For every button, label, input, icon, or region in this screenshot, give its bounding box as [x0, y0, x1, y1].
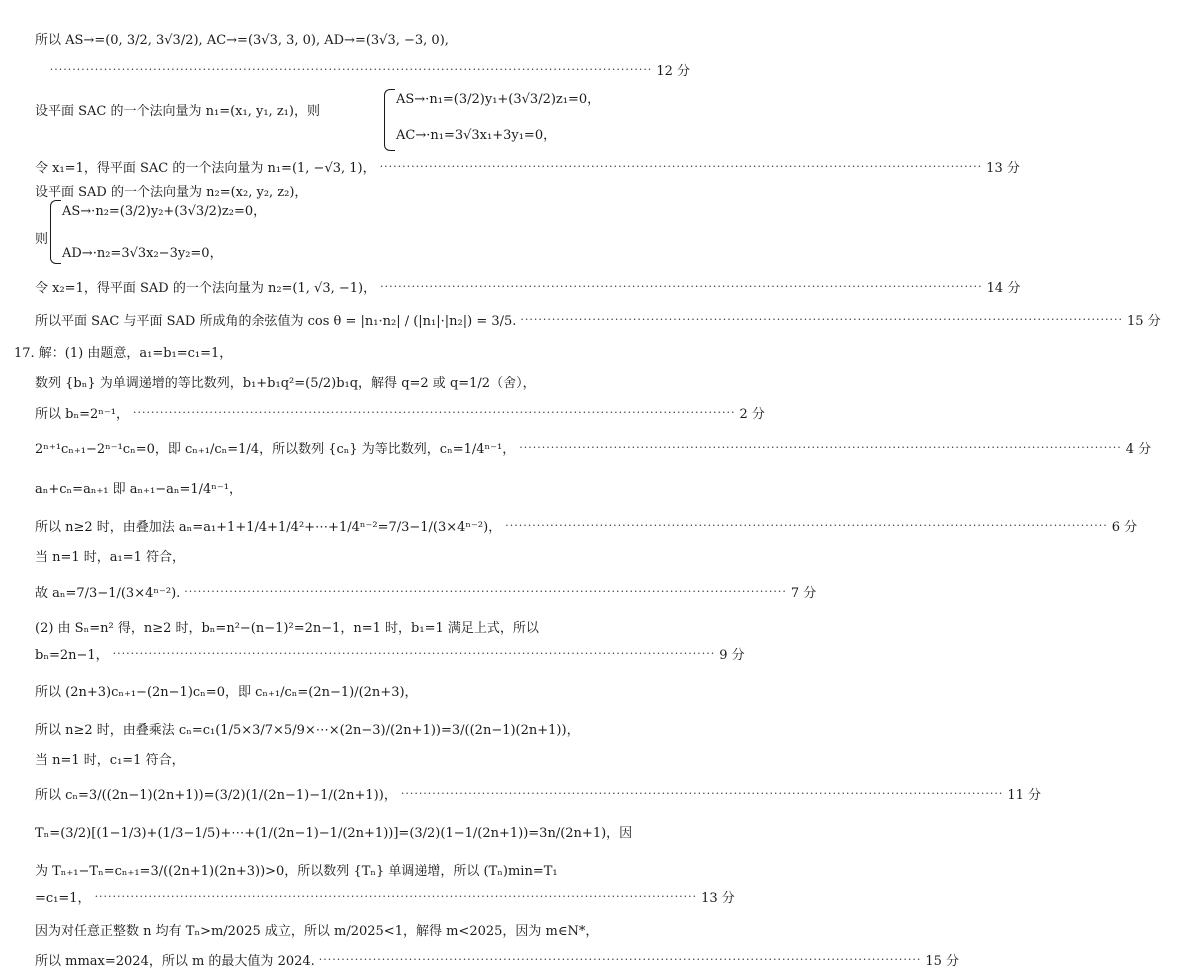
text-line	[0, 366, 728, 396]
score-mark: 9 分	[719, 647, 745, 663]
score-line	[0, 576, 817, 606]
text-line	[0, 816, 728, 846]
text-line	[0, 23, 728, 53]
line-text: 设平面 SAD 的一个法向量为 n₂=(x₂, y₂, z₂)，	[35, 184, 308, 200]
text-line	[0, 94, 728, 124]
text-line	[0, 743, 728, 773]
line-text: aₙ+cₙ=aₙ₊₁ 即 aₙ₊₁−aₙ=1/4ⁿ⁻¹，	[35, 481, 243, 497]
score-line	[0, 881, 735, 911]
line-text: 令 x₂=1，得平面 SAD 的一个法向量为 n₂=(1, √3, −1)，	[35, 280, 377, 296]
system-equation: AC→·n₁=3√3x₁+3y₁=0，	[396, 128, 557, 143]
line-text: 当 n=1 时，a₁=1 符合，	[35, 549, 186, 565]
score-line	[0, 432, 1152, 462]
line-text: 所以 AS→=(0, 3/2, 3√3/2), AC→=(3√3, 3, 0), AD→=(3√3, −3, 0),	[35, 32, 449, 48]
score-line	[0, 304, 1161, 334]
leader-dots: ······································································································································	[112, 646, 716, 660]
leader-dots: ······································································································································	[380, 279, 983, 293]
line-text: 所以平面 SAC 与平面 SAD 所成角的余弦值为 cos θ = |n₁·n₂| / (|n₁|·|n₂|) = 3/5.	[35, 313, 517, 329]
text-line	[0, 914, 728, 944]
score-mark: 6 分	[1111, 519, 1138, 535]
leader-dots: ······································································································································	[132, 405, 736, 419]
line-text: 则	[35, 231, 49, 247]
leader-dots: ······································································································································	[520, 312, 1123, 326]
leader-dots: ······································································································································	[505, 518, 1108, 532]
score-line	[0, 510, 1138, 540]
score-mark: 12 分	[656, 63, 690, 79]
score-mark: 2 分	[739, 406, 765, 422]
leader-dots: ······································································································································	[318, 952, 922, 966]
system-brace	[384, 89, 395, 151]
score-mark: 4 分	[1125, 441, 1152, 457]
score-mark: 14 分	[986, 280, 1021, 296]
leader-dots: ······································································································································	[379, 159, 983, 173]
score-mark: 13 分	[701, 890, 735, 906]
line-text: bₙ=2n−1，	[35, 647, 109, 663]
text-line	[0, 675, 728, 705]
line-text: 17. 解：(1) 由题意，a₁=b₁=c₁=1，	[14, 345, 233, 361]
score-line	[0, 944, 960, 974]
line-text: 所以 n≥2 时，由叠乘法 cₙ=c₁(1/5×3/7×5/9×⋯×(2n−3)/(2n+1))=3/((2n−1)(2n+1))，	[35, 722, 580, 738]
line-text: 所以 n≥2 时，由叠加法 aₙ=a₁+1+1/4+1/4²+⋯+1/4ⁿ⁻²=7/3−1/(3×4ⁿ⁻²)，	[35, 519, 502, 535]
text-line	[0, 713, 728, 743]
line-text: 当 n=1 时，c₁=1 符合，	[35, 752, 185, 768]
line-text: 所以 bₙ=2ⁿ⁻¹，	[35, 406, 129, 422]
line-text: 所以 (2n+3)cₙ₊₁−(2n−1)cₙ=0，即 cₙ₊₁/cₙ=(2n−1)/(2n+3)，	[35, 684, 418, 700]
score-line	[0, 271, 1021, 301]
line-text: 为 Tₙ₊₁−Tₙ=cₙ₊₁=3/((2n+1)(2n+3))>0，所以数列 {Tₙ} 单调递增，所以 (Tₙ)min=T₁	[35, 863, 558, 879]
system-equation: AD→·n₂=3√3x₂−3y₂=0，	[62, 246, 223, 261]
line-text: 故 aₙ=7/3−1/(3×4ⁿ⁻²).	[35, 585, 181, 601]
line-text: 因为对任意正整数 n 均有 Tₙ>m/2025 成立，所以 m/2025<1，解得 m<2025，因为 m∈N*，	[35, 923, 599, 939]
system-brace	[50, 200, 61, 264]
leader-dots: ······································································································································	[49, 62, 653, 76]
score-line	[0, 638, 745, 668]
score-mark: 15 分	[1126, 313, 1161, 329]
line-text: Tₙ=(3/2)[(1−1/3)+(1/3−1/5)+⋯+(1/(2n−1)−1/(2n+1))]=(3/2)(1−1/(2n+1))=3n/(2n+1)，因	[35, 825, 633, 841]
text-line	[0, 472, 728, 502]
line-text: 设平面 SAC 的一个法向量为 n₁=(x₁, y₁, z₁)，则	[35, 103, 320, 119]
question-heading	[0, 336, 707, 366]
line-text: =c₁=1，	[35, 890, 91, 906]
line-text: 数列 {bₙ} 为单调递增的等比数列，b₁+b₁q²=(5/2)b₁q，解得 q=2 或 q=1/2（舍），	[35, 375, 536, 391]
score-mark: 13 分	[986, 160, 1020, 176]
leader-dots: ······································································································································	[94, 889, 698, 903]
line-text: (2) 由 Sₙ=n² 得，n≥2 时，bₙ=n²−(n−1)²=2n−1，n=1 时，b₁=1 满足上式，所以	[35, 620, 539, 636]
line-text: 2ⁿ⁺¹cₙ₊₁−2ⁿ⁻¹cₙ=0，即 cₙ₊₁/cₙ=1/4，所以数列 {cₙ} 为等比数列，cₙ=1/4ⁿ⁻¹，	[35, 441, 516, 457]
score-mark: 7 分	[790, 585, 817, 601]
line-text: 所以 mmax=2024，所以 m 的最大值为 2024.	[35, 953, 315, 969]
score-line	[0, 778, 1042, 808]
line-text: 所以 cₙ=3/((2n−1)(2n+1))=(3/2)(1/(2n−1)−1/(2n+1))，	[35, 787, 397, 803]
system-equation: AS→·n₁=(3/2)y₁+(3√3/2)z₁=0，	[396, 92, 601, 107]
score-mark: 15 分	[925, 953, 960, 969]
text-line	[0, 540, 728, 570]
score-line	[0, 397, 765, 427]
text-line	[0, 611, 728, 641]
text-line	[0, 854, 728, 884]
score-mark: 11 分	[1007, 787, 1042, 803]
leader-dots: ······································································································································	[519, 440, 1122, 454]
leader-dots: ······································································································································	[400, 786, 1004, 800]
line-text: 令 x₁=1，得平面 SAC 的一个法向量为 n₁=(1, −√3, 1)，	[35, 160, 376, 176]
system-equation: AS→·n₂=(3/2)y₂+(3√3/2)z₂=0，	[62, 204, 267, 219]
leader-dots: ······································································································································	[184, 584, 787, 598]
score-line	[0, 54, 728, 84]
